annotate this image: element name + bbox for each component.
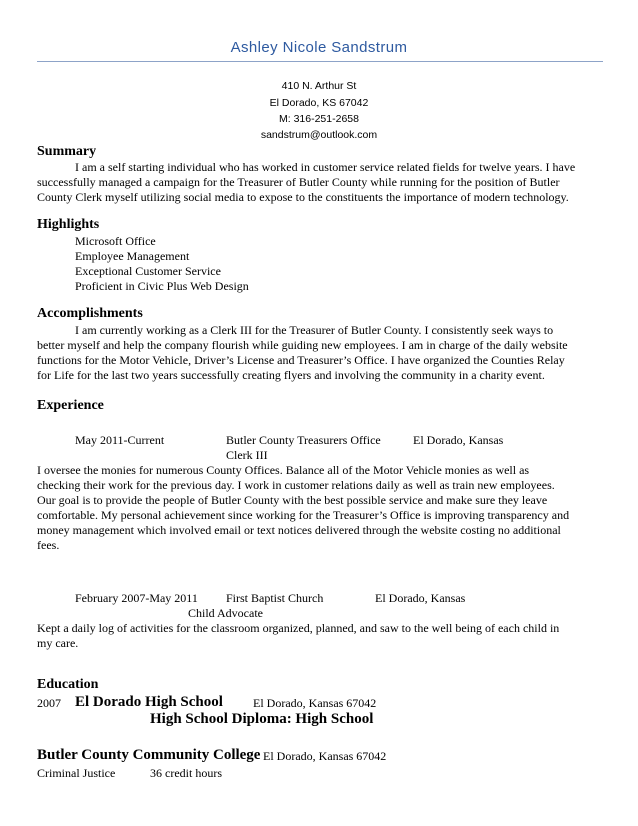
education-credits: 36 credit hours xyxy=(150,766,222,780)
contact-phone: M: 316-251-2658 xyxy=(279,113,359,125)
job-description-line: checking their work for the previous day. I work in customer relations daily as well as train new employees. xyxy=(37,478,555,492)
highlight-item: Microsoft Office xyxy=(75,234,156,248)
education-year: 2007 xyxy=(37,696,61,710)
job-description-line: my care. xyxy=(37,636,79,650)
job-dates: February 2007-May 2011 xyxy=(75,591,198,605)
job-description-line: I oversee the monies for numerous County Offices. Balance all of the Motor Vehicle monies as well as xyxy=(37,463,530,477)
summary-heading: Summary xyxy=(37,144,97,159)
highlight-item: Proficient in Civic Plus Web Design xyxy=(75,279,249,293)
job-dates: May 2011-Current xyxy=(75,433,165,447)
job-location: El Dorado, Kansas xyxy=(375,591,466,605)
job-description-line: fees. xyxy=(37,538,60,552)
accomplishment-line: I am currently working as a Clerk III for the Treasurer of Butler County. I consistently seek ways to xyxy=(75,323,554,337)
summary-line: successfully managed a campaign for the Treasurer of Butler County while running for the position of Butler xyxy=(37,175,560,189)
contact-email[interactable]: sandstrum@outlook.com xyxy=(260,129,378,141)
job-description-line: Our goal is to provide the people of Butler County with the best possible service and make sure they leave xyxy=(37,493,548,507)
job-title: Clerk III xyxy=(226,448,268,462)
highlights-heading: Highlights xyxy=(37,217,100,232)
accomplishment-line: for Life for the last two years successfully creating flyers and involving the community in a charity event. xyxy=(37,368,545,382)
highlight-item: Exceptional Customer Service xyxy=(75,264,221,278)
education-location: El Dorado, Kansas 67042 xyxy=(263,749,387,763)
education-school: Butler County Community College xyxy=(37,747,261,763)
accomplishment-line: better myself and help the company flourish while guiding new employees. I am in charge of the daily website xyxy=(37,338,568,352)
contact-city: El Dorado, KS 67042 xyxy=(269,97,369,109)
contact-address: 410 N. Arthur St xyxy=(281,80,357,92)
resume-name: Ashley Nicole Sandstrum xyxy=(230,39,408,56)
summary-line: I am a self starting individual who has worked in customer service related fields for twelve years. I have xyxy=(75,160,576,174)
job-description-line: money management which involved email or text notices delivered through the website costing no additional xyxy=(37,523,561,537)
education-degree: High School Diploma: High School xyxy=(150,711,374,727)
summary-line: County Clerk myself utilizing social media to expose to the constituents the importance of modern technology. xyxy=(37,190,569,204)
job-location: El Dorado, Kansas xyxy=(413,433,504,447)
education-location: El Dorado, Kansas 67042 xyxy=(253,696,377,710)
education-field: Criminal Justice xyxy=(37,766,116,780)
job-employer: Butler County Treasurers Office xyxy=(226,433,381,447)
highlight-item: Employee Management xyxy=(75,249,190,263)
job-title: Child Advocate xyxy=(188,606,263,620)
education-school: El Dorado High School xyxy=(75,694,223,710)
job-description-line: comfortable. My personal achievement since working for the Treasurer’s Office is improving transparency and xyxy=(37,508,570,522)
experience-heading: Experience xyxy=(37,398,104,413)
header-divider xyxy=(37,61,603,62)
accomplishments-heading: Accomplishments xyxy=(37,306,143,321)
job-employer: First Baptist Church xyxy=(226,591,324,605)
accomplishment-line: functions for the Motor Vehicle, Driver’s License and Treasurer’s Office. I have organized the Counties Relay xyxy=(37,353,565,367)
education-heading: Education xyxy=(37,677,99,692)
job-description-line: Kept a daily log of activities for the classroom organized, planned, and saw to the well being of each child in xyxy=(37,621,560,635)
